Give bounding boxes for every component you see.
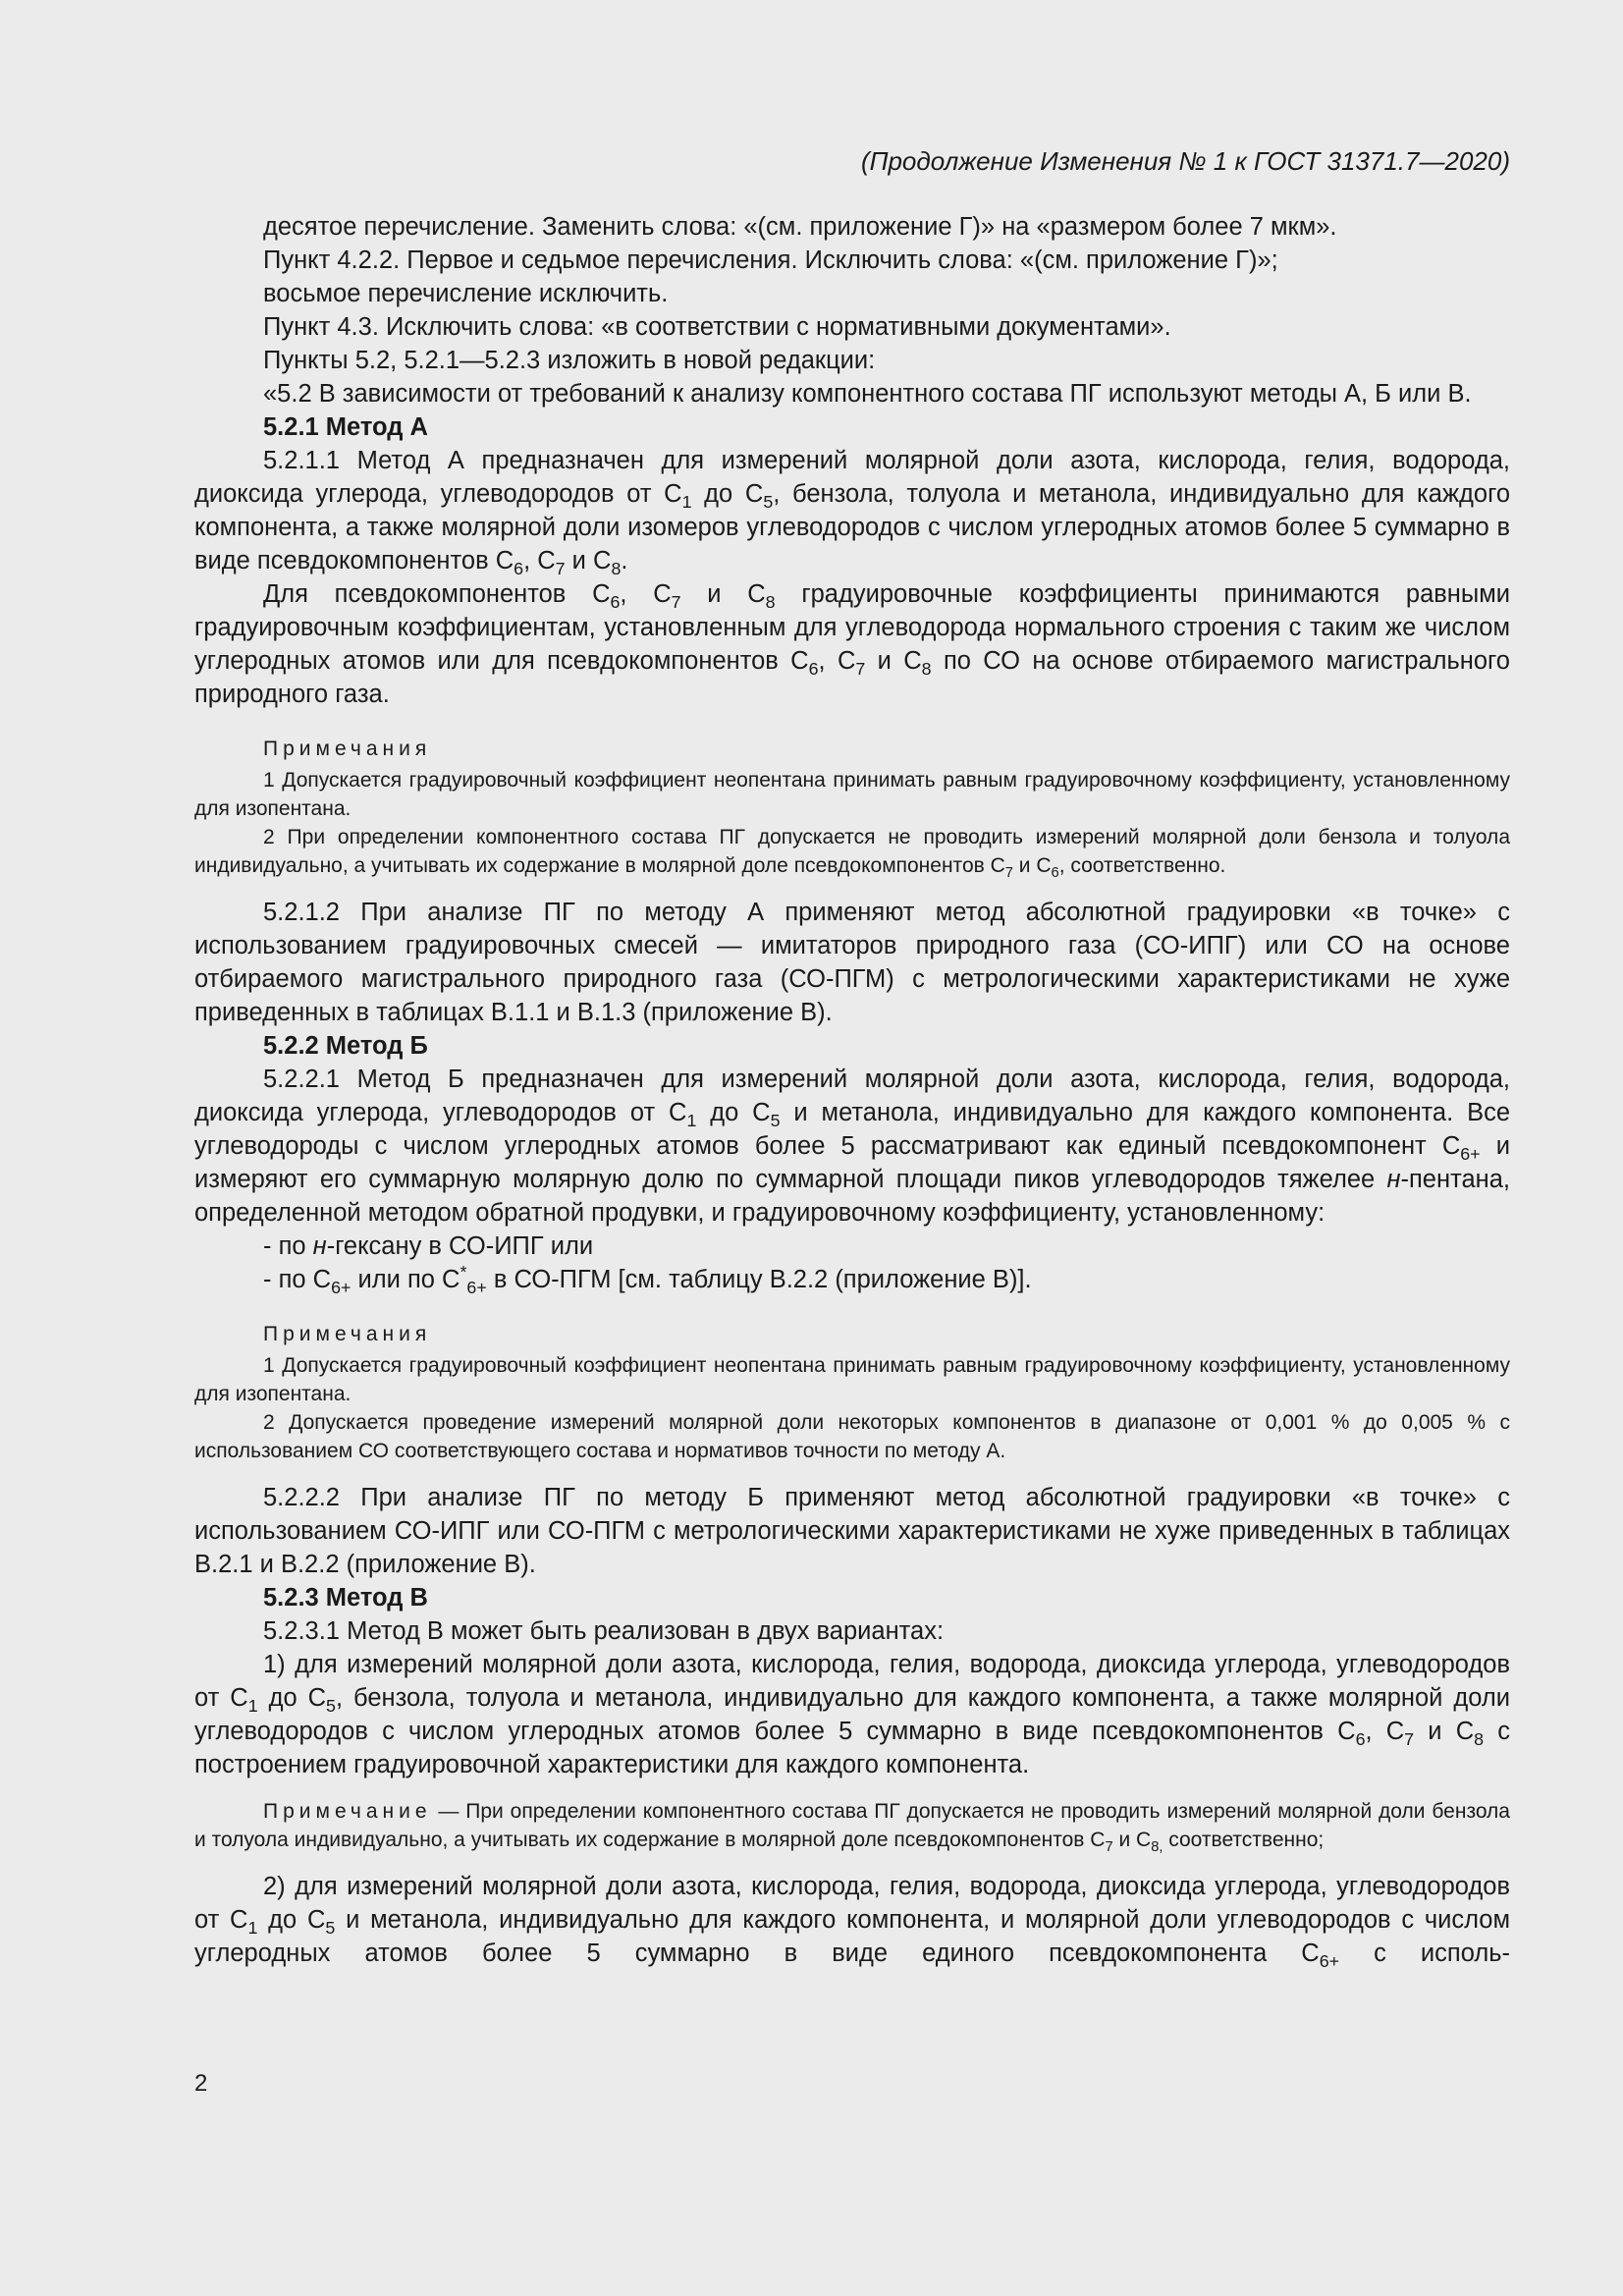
paragraph: 1) для измерений молярной доли азота, кислорода, гелия, водорода, диоксида углерода, углеводородов от $С_1$ до $С_5$, бензола, толуола и метанола, индивидуально для каждого компонента, а также молярной доли углеводородов с числом углеродных атомов более 5 суммарно в виде псевдокомпонентов $С_6$, $С_7$ и $С_8$ с построением градуировочной характеристики для каждого компонента. [194, 1651, 1510, 1778]
notes-title: Примечания [263, 1323, 432, 1345]
paragraph: 5.2.1.2 При анализе ПГ по методу А применяют метод абсолютной градуировки «в точке» с использованием градуировочных смесей — имитаторов природного газа (СО-ИПГ) или СО на основе отбираемого магистрального природного газа (СО-ПГМ) с метрологическими характеристиками не хуже приведенных в таблицах В.1.1 и В.1.3 (приложение В). [194, 899, 1510, 1026]
paragraph: Пункты 5.2, 5.2.1—5.2.3 изложить в новой редакции: [263, 347, 876, 374]
paragraph: Пункт 4.3. Исключить слова: «в соответствии с нормативными документами». [263, 313, 1171, 341]
paragraph: «5.2 В зависимости от требований к анализу компонентного состава ПГ используют методы А, Б или В. [263, 380, 1472, 408]
page-header: (Продолжение Изменения № 1 к ГОСТ 31371.7—2020) [860, 146, 1510, 176]
paragraph: 5.2.1.1 Метод А предназначен для измерений молярной доли азота, кислорода, гелия, водорода, диоксида углерода, углеводородов от $С_1$ до $С_5$, бензола, толуола и метанола, индивидуально для каждого компонента, а также молярной доли изомеров углеводородов с числом углеродных атомов более 5 суммарно в виде псевдокомпонентов $С_6$, $С_7$ и $С_8$. [194, 447, 1510, 579]
note: 1 Допускается градуировочный коэффициент неопентана принимать равным градуировочному коэффициенту, установленному для изопентана. [194, 1354, 1510, 1405]
note: 2 Допускается проведение измерений молярной доли некоторых компонентов в диапазоне от 0,001 % до 0,005 % с использованием СО соответствующего состава и нормативов точности по методу А. [194, 1411, 1510, 1462]
paragraph: Для псевдокомпонентов $С_6$, $С_7$ и $С_8$ градуировочные коэффициенты принимаются равными градуировочным коэффициентам, установленным для углеводорода нормального строения с таким же числом углеродных атомов или для псевдокомпонентов $С_6$, $С_7$ и $С_8$ по СО на основе отбираемого магистрального природного газа. [194, 580, 1510, 708]
document-body [194, 210, 1510, 1970]
notes-title: Примечания [263, 738, 432, 760]
list-item: - по $С_{6+}$ или по $С^*_{6+}$ в СО-ПГМ [см. таблицу В.2.2 (приложение В)]. [263, 1262, 1032, 1298]
paragraph: десятое перечисление. Заменить слова: «(см. приложение Г)» на «размером более 7 мкм». [263, 213, 1337, 241]
paragraph: 5.2.2.1 Метод Б предназначен для измерений молярной доли азота, кислорода, гелия, водорода, диоксида углерода, углеводородов от $С_1$ до $С_5$ и метанола, индивидуально для каждого компонента. Все углеводороды с числом углеродных атомов более 5 рассматривают как единый псевдокомпонент $С_{6+}$ и измеряют его суммарную молярную долю по суммарной площади пиков углеводородов тяжелее н-пентана, определенной методом обратной продувки, и градуировочному коэффициенту, установленному: [194, 1066, 1511, 1227]
note: Примечание — При определении компонентного состава ПГ допускается не проводить измерений молярной доли бензола и толуола индивидуально, а учитывать их содержание в молярной доле псевдокомпонентов $С_7$ и $С_{8,}$ соответственно; [194, 1800, 1510, 1856]
paragraph: 5.2.2.2 При анализе ПГ по методу Б применяют метод абсолютной градуировки «в точке» с использованием СО-ИПГ или СО-ПГМ с метрологическими характеристиками не хуже приведенных в таблицах В.2.1 и В.2.2 (приложение В). [194, 1484, 1510, 1578]
paragraph: восьмое перечисление исключить. [263, 280, 669, 307]
paragraph: 2) для измерений молярной доли азота, кислорода, гелия, водорода, диоксида углерода, углеводородов от $С_1$ до $С_5$ и метанола, индивидуально для каждого компонента, и молярной доли углеводородов с числом углеродных атомов более 5 суммарно в виде единого псевдокомпонента $С_{6+}$ с исполь- [194, 1873, 1511, 1972]
paragraph: 5.2.3.1 Метод В может быть реализован в двух вариантах: [263, 1617, 945, 1645]
paragraph: Пункт 4.2.2. Первое и седьмое перечисления. Исключить слова: «(см. приложение Г)»; [263, 246, 1278, 274]
section-heading: 5.2.1 Метод А [263, 413, 428, 441]
page-number: 2 [194, 2070, 208, 2097]
note: 2 При определении компонентного состава ПГ допускается не проводить измерений молярной доли бензола и толуола индивидуально, а учитывать их содержание в молярной доле псевдокомпонентов $С_7$ и $С_6$, соответственно. [194, 826, 1510, 882]
note: 1 Допускается градуировочный коэффициент неопентана принимать равным градуировочному коэффициенту, установленному для изопентана. [194, 769, 1510, 820]
section-heading: 5.2.2 Метод Б [263, 1032, 428, 1060]
list-item: - по н-гексану в СО-ИПГ или [263, 1232, 594, 1260]
section-heading: 5.2.3 Метод В [263, 1584, 428, 1612]
